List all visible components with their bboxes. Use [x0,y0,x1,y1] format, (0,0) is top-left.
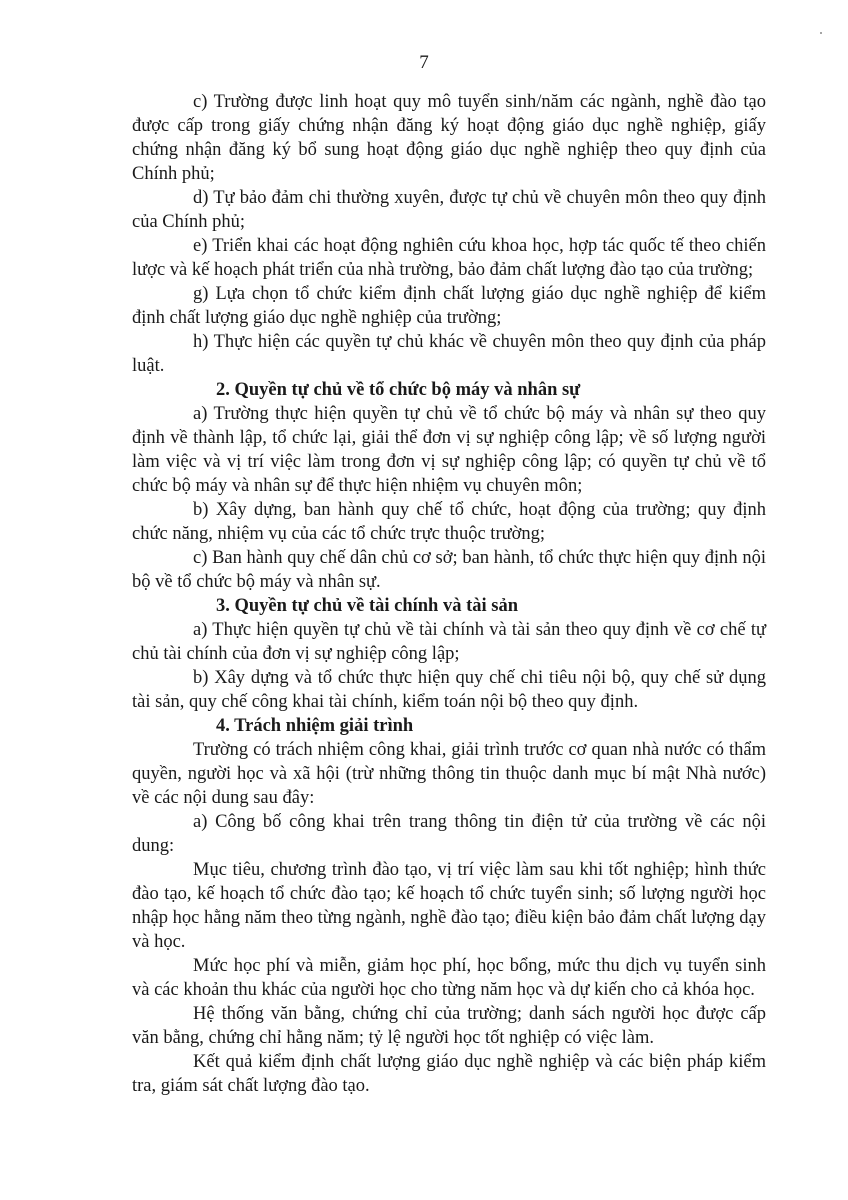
scan-speck [820,32,822,34]
paragraph-h-other-rights: h) Thực hiện các quyền tự chủ khác về chuyên môn theo quy định của pháp luật. [132,332,766,376]
paragraph-objectives: Mục tiêu, chương trình đào tạo, vị trí việc làm sau khi tốt nghiệp; hình thức đào tạo, kế hoạch tổ chức đào tạo; kế hoạch tổ chức tuyển sinh; số lượng người học nhập học hằng năm theo từng ngành, nghề đào tạo; điều kiện bảo đảm chất lượng dạy và học. [132,860,766,952]
paragraph-accountability-intro: Trường có trách nhiệm công khai, giải trình trước cơ quan nhà nước có thẩm quyền, người học và xã hội (trừ những thông tin thuộc danh mục bí mật Nhà nước) về các nội dung sau đây: [132,740,766,808]
page-number: 7 [419,52,429,73]
section-heading-accountability: 4. Trách nhiệm giải trình [216,716,414,736]
paragraph-tuition: Mức học phí và miễn, giảm học phí, học bổng, mức thu dịch vụ tuyển sinh và các khoản thu khác của người học cho từng năm học và dự kiến cho cả khóa học. [132,956,766,1000]
section-heading-organization: 2. Quyền tự chủ về tổ chức bộ máy và nhân sự [216,380,581,400]
paragraph-c-enrollment: c) Trường được linh hoạt quy mô tuyển sinh/năm các ngành, nghề đào tạo được cấp trong giấy chứng nhận đăng ký hoạt động giáo dục nghề nghiệp, giấy chứng nhận đăng ký bổ sung hoạt động giáo dục nghề nghiệp theo quy định của Chính phủ; [132,92,766,184]
document-body [132,90,766,1098]
paragraph-b-regulations: b) Xây dựng, ban hành quy chế tổ chức, hoạt động của trường; quy định chức năng, nhiệm vụ của các tổ chức trực thuộc trường; [132,500,766,544]
paragraph-a-organization: a) Trường thực hiện quyền tự chủ về tổ chức bộ máy và nhân sự theo quy định về thành lập, tổ chức lại, giải thể đơn vị sự nghiệp công lập; về số lượng người làm việc và vị trí việc làm trong đơn vị sự nghiệp công lập; có quyền tự chủ về tổ chức bộ máy và nhân sự để thực hiện nhiệm vụ chuyên môn; [132,404,766,496]
paragraph-c-democracy: c) Ban hành quy chế dân chủ cơ sở; ban hành, tổ chức thực hiện quy định nội bộ về tổ chức bộ máy và nhân sự. [132,548,766,592]
paragraph-e-research: e) Triển khai các hoạt động nghiên cứu khoa học, hợp tác quốc tế theo chiến lược và kế hoạch phát triển của nhà trường, bảo đảm chất lượng đào tạo của trường; [132,236,766,280]
paragraph-a-finance: a) Thực hiện quyền tự chủ về tài chính và tài sản theo quy định về cơ chế tự chủ tài chính của đơn vị sự nghiệp công lập; [132,620,766,664]
side-stamp-mark [2,640,38,770]
paragraph-accreditation-results: Kết quả kiểm định chất lượng giáo dục nghề nghiệp và các biện pháp kiểm tra, giám sát chất lượng đào tạo. [132,1052,766,1096]
paragraph-g-accreditation: g) Lựa chọn tổ chức kiểm định chất lượng giáo dục nghề nghiệp để kiểm định chất lượng giáo dục nghề nghiệp của trường; [132,284,766,328]
paragraph-b-spending-rules: b) Xây dựng và tổ chức thực hiện quy chế chi tiêu nội bộ, quy chế sử dụng tài sản, quy chế công khai tài chính, kiểm toán nội bộ theo quy định. [132,668,766,712]
paragraph-diplomas: Hệ thống văn bằng, chứng chỉ của trường; danh sách người học được cấp văn bằng, chứng chỉ hằng năm; tỷ lệ người học tốt nghiệp có việc làm. [132,1004,766,1048]
section-heading-finance: 3. Quyền tự chủ về tài chính và tài sản [216,596,518,616]
paragraph-d-expenses: d) Tự bảo đảm chi thường xuyên, được tự chủ về chuyên môn theo quy định của Chính phủ; [132,188,766,232]
paragraph-a-publication: a) Công bố công khai trên trang thông tin điện tử của trường về các nội dung: [132,812,766,856]
